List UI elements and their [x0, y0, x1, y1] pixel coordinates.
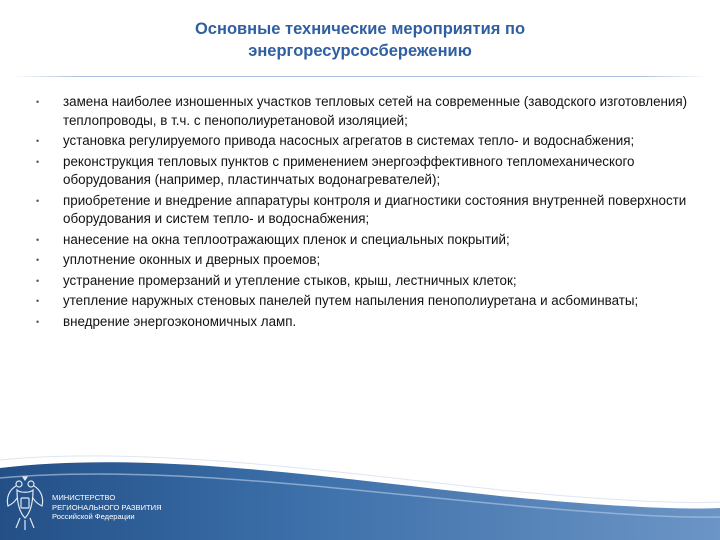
slide-title	[0, 18, 720, 62]
bullet-icon: •	[36, 296, 40, 306]
list-item	[36, 132, 698, 151]
footer-wave-band	[0, 420, 720, 540]
list-item	[36, 313, 698, 332]
bullet-icon: •	[36, 316, 40, 327]
list-item	[36, 251, 698, 270]
list-item-text: приобретение и внедрение аппаратуры контроля и диагностики состояния внутренней поверхности оборудования и систем тепло- и водоснабжения;	[63, 192, 687, 226]
list-item	[36, 231, 698, 250]
list-item-text: нанесение на окна теплоотражающих пленок и специальных покрытий;	[63, 231, 510, 247]
list-item-text: утепление наружных стеновых панелей путем напыления пенополиуретана и асбоминваты;	[63, 293, 639, 308]
ministry-caption-line-1: МИНИСТЕРСТВО	[52, 493, 116, 502]
list-item-text: устранение промерзаний и утепление стыков, крыш, лестничных клеток;	[63, 272, 517, 288]
measures-list	[36, 93, 698, 333]
ministry-caption-line-2: РЕГИОНАЛЬНОГО РАЗВИТИЯ	[52, 502, 162, 512]
bullet-icon: •	[36, 136, 40, 146]
list-item	[36, 292, 698, 311]
list-item-text: реконструкция тепловых пунктов с применением энергоэффективного тепломеханического оборудования (например, пластинчатых водонагревателей);	[63, 153, 635, 187]
ministry-caption-line-3: Российской Федерации	[52, 512, 135, 521]
slide-title-line-2: энергоресурсосбережению	[248, 42, 472, 60]
bullet-icon: •	[36, 255, 40, 265]
bullet-icon: •	[36, 97, 40, 107]
list-item-text: внедрение энергоэкономичных ламп.	[63, 313, 297, 329]
ministry-caption	[52, 493, 162, 522]
bullet-icon: •	[36, 275, 40, 286]
list-item	[36, 192, 698, 229]
bullet-icon: •	[36, 156, 40, 167]
list-item-text: установка регулируемого привода насосных агрегатов в системах тепло- и водоснабжения;	[63, 133, 635, 148]
list-item	[36, 153, 698, 190]
list-item-text: уплотнение оконных и дверных проемов;	[63, 252, 321, 267]
double-headed-eagle-emblem-icon	[3, 474, 47, 536]
slide-title-line-1: Основные технические мероприятия по	[194, 20, 526, 38]
title-divider	[10, 76, 710, 77]
bullet-icon: •	[36, 195, 40, 206]
bullet-icon: •	[36, 234, 40, 245]
list-item	[36, 93, 698, 130]
list-item	[36, 272, 698, 291]
list-item-text: замена наиболее изношенных участков тепловых сетей на современные (заводского изготовления) теплопроводы, в т.ч. с пенополиуретановой изоляцией;	[63, 94, 688, 128]
